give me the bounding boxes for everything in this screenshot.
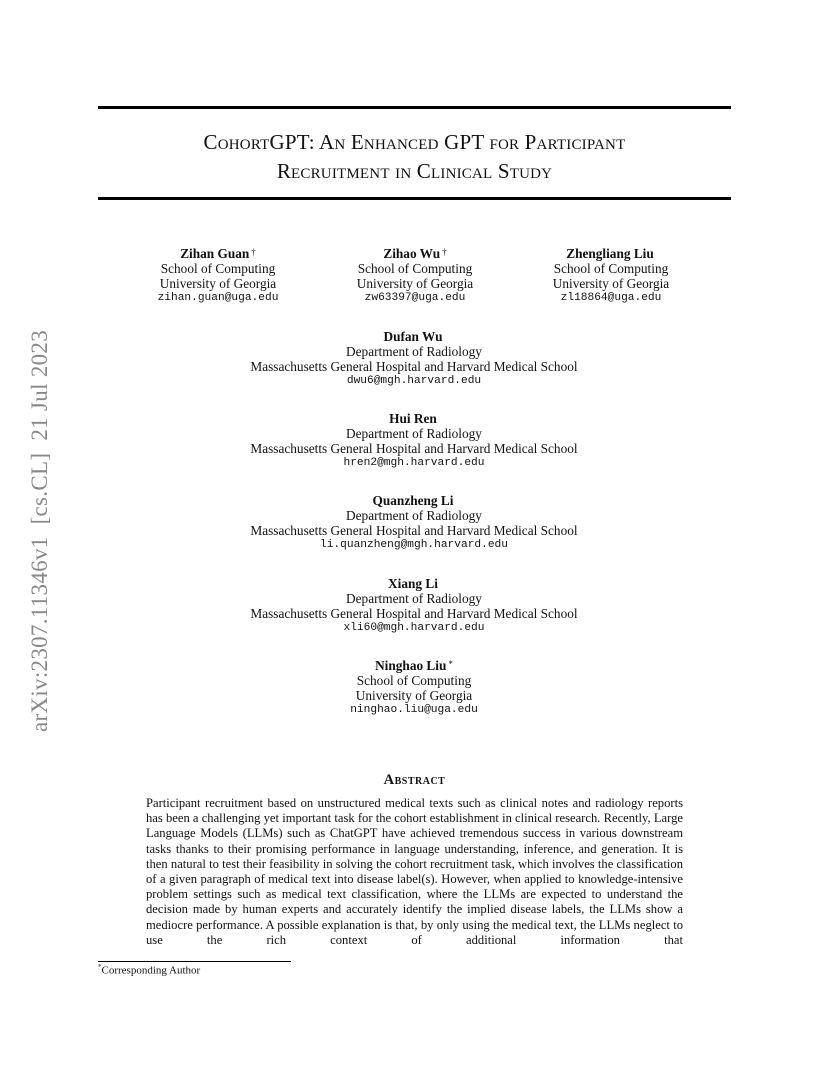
author-affiliation: School of Computing: [553, 261, 669, 276]
abstract-heading: Abstract: [383, 772, 446, 788]
author-block: [214, 493, 614, 553]
author-institution: University of Georgia: [356, 276, 474, 291]
arxiv-category: [cs.CL]: [27, 452, 52, 525]
author-block: [214, 576, 614, 636]
author-mark: †: [251, 247, 256, 257]
author-affiliation: School of Computing: [160, 261, 276, 276]
author-affiliation: School of Computing: [356, 673, 472, 688]
author-institution: Massachusetts General Hospital and Harvard Medical School: [250, 523, 578, 538]
author-name: Zhengliang Liu: [566, 246, 654, 261]
author-affiliation: Department of Radiology: [346, 591, 482, 606]
author-email[interactable]: ninghao.liu@uga.edu: [350, 704, 478, 716]
author-block: [214, 658, 614, 718]
title-line-2: Recruitment in Clinical Study: [276, 159, 553, 183]
footnote-mark: *: [98, 963, 102, 971]
author-name: Ninghao Liu: [375, 658, 447, 673]
author-mark: *: [448, 659, 453, 669]
title-bottom-rule: [98, 197, 731, 200]
author-name: Xiang Li: [388, 576, 438, 591]
footnote: [98, 963, 200, 977]
author-name: Hui Ren: [389, 411, 437, 426]
abstract-text: Participant recruitment based on unstructured medical texts such as clinical notes and radiology reports has been a challenging yet important task for the cohort establishment in clinical research. Recently, Large Language Models (LLMs) such as ChatGPT have achieved tremendous success in various downstream tasks thanks to their promising performance in language understanding, inference, and generation. It is then natural to test their feasibility in solving the cohort recruitment task, which involves the classification of a given paragraph of medical text into disease label(s). However, when applied to knowledge-intensive problem settings such as medical text classification, where the LLMs are expected to understand the decision made by human experts and accurately identify the implied disease labels, the LLMs show a mediocre performance. A possible explanation is that, by only using the medical text, the LLMs neglect to use the rich context of additional information that: [146, 796, 683, 947]
author-block: [521, 246, 701, 306]
title-line-1: CohortGPT: An Enhanced GPT for Participant: [203, 130, 626, 154]
arxiv-identifier: [27, 324, 53, 732]
author-email[interactable]: zw63397@uga.edu: [364, 292, 466, 304]
author-name: Quanzheng Li: [372, 493, 454, 508]
arxiv-id: arXiv:2307.11346v1: [27, 536, 52, 733]
author-block: [325, 246, 505, 306]
author-institution: Massachusetts General Hospital and Harvard Medical School: [250, 441, 578, 456]
author-name: Zihao Wu: [383, 246, 441, 261]
author-email[interactable]: xli60@mgh.harvard.edu: [343, 622, 485, 634]
author-email[interactable]: dwu6@mgh.harvard.edu: [346, 375, 482, 387]
author-affiliation: Department of Radiology: [346, 344, 482, 359]
author-mark: †: [442, 247, 447, 257]
title-top-rule: [98, 106, 731, 109]
author-institution: University of Georgia: [355, 688, 473, 703]
author-institution: University of Georgia: [552, 276, 670, 291]
author-affiliation: School of Computing: [357, 261, 473, 276]
author-affiliation: Department of Radiology: [346, 508, 482, 523]
arxiv-date: 21 Jul 2023: [27, 329, 52, 441]
author-institution: Massachusetts General Hospital and Harvard Medical School: [250, 606, 578, 621]
author-affiliation: Department of Radiology: [346, 426, 482, 441]
footnote-text: Corresponding Author: [101, 964, 201, 977]
author-block: [128, 246, 308, 306]
paper-title: [98, 128, 731, 186]
author-email[interactable]: li.quanzheng@mgh.harvard.edu: [320, 539, 508, 551]
author-block: [214, 329, 614, 389]
author-institution: Massachusetts General Hospital and Harvard Medical School: [250, 359, 578, 374]
author-block: [214, 411, 614, 471]
author-email[interactable]: hren2@mgh.harvard.edu: [343, 457, 485, 469]
author-name: Zihan Guan: [180, 246, 250, 261]
author-name: Dufan Wu: [383, 329, 443, 344]
author-email[interactable]: zl18864@uga.edu: [560, 292, 662, 304]
author-institution: University of Georgia: [159, 276, 277, 291]
author-email[interactable]: zihan.guan@uga.edu: [157, 292, 279, 304]
footnote-rule: [98, 961, 291, 962]
